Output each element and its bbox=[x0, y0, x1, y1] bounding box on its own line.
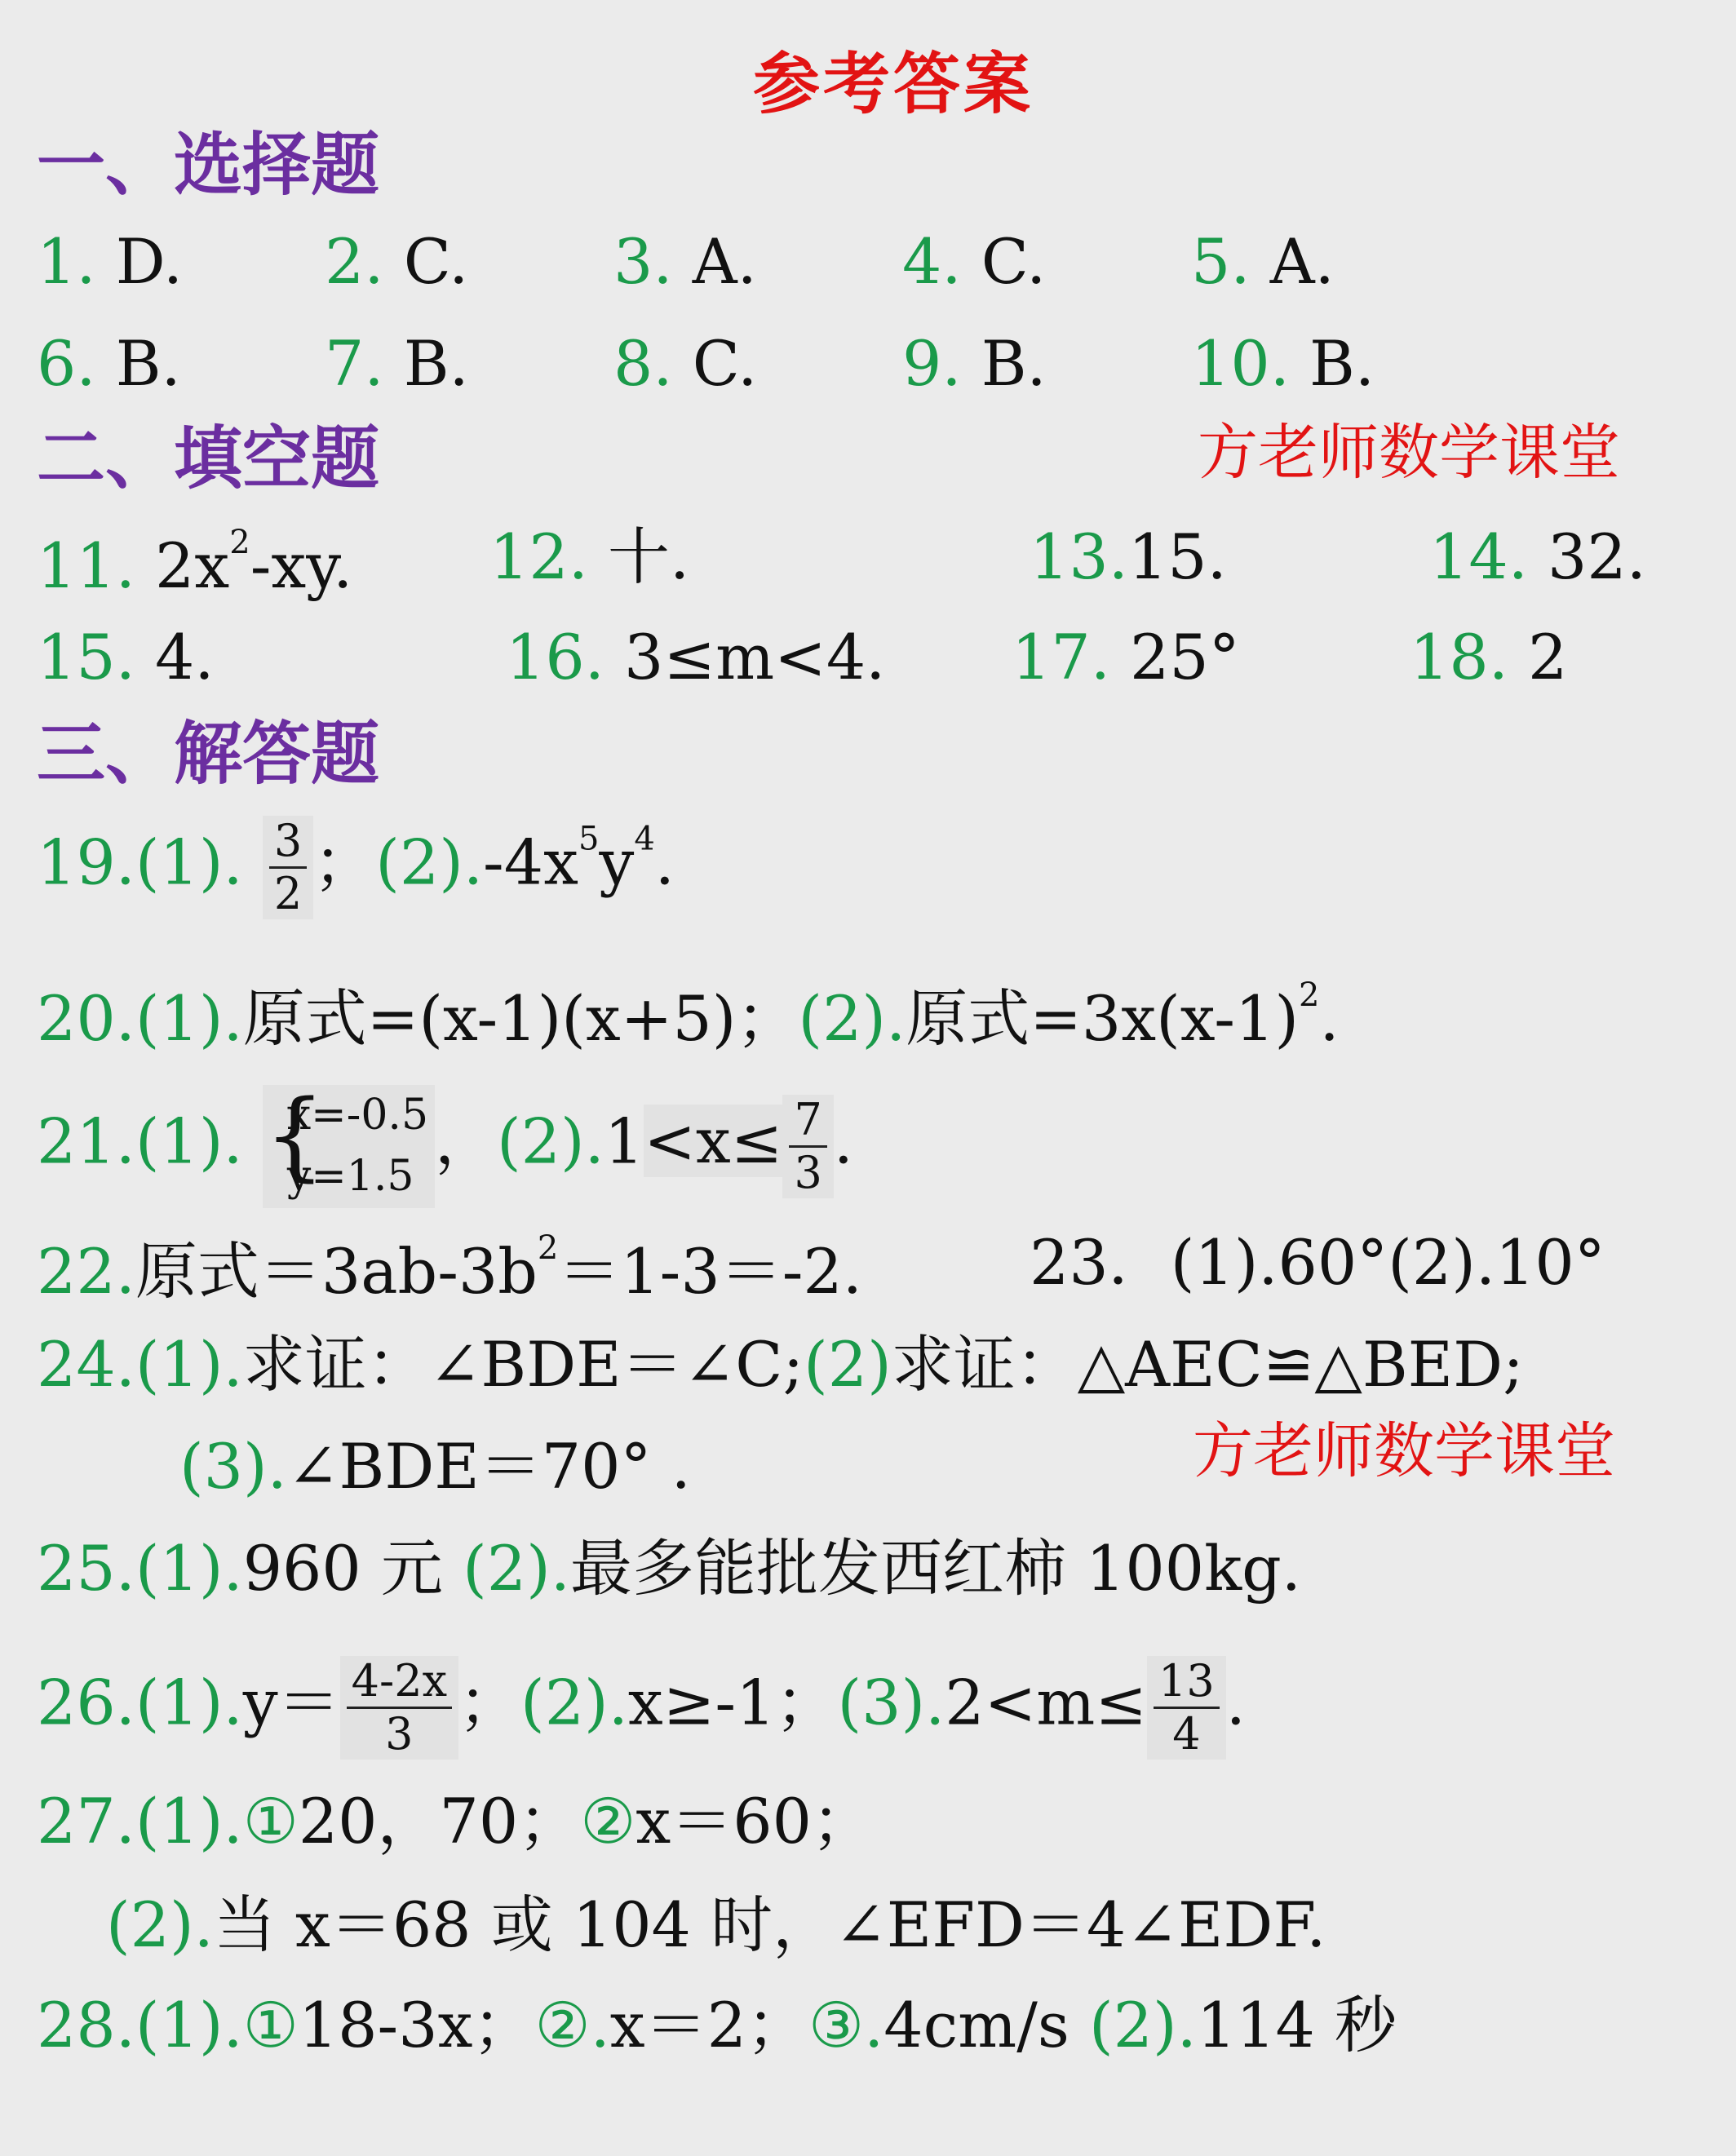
fill-item: 16. 3≤m<4. bbox=[506, 621, 886, 693]
equation-system: { x=-0.5 y=1.5 bbox=[263, 1085, 435, 1208]
watermark-text: 方老师数学课堂 bbox=[1193, 1416, 1615, 1486]
mc-item: 2. C. bbox=[325, 225, 469, 298]
answer-24-part3: (3).∠BDE＝70° . bbox=[179, 1430, 691, 1503]
fill-item: 14. 32. bbox=[1429, 520, 1646, 593]
mc-item: 9. B. bbox=[902, 327, 1047, 400]
section-multiple-choice: 一、选择题 bbox=[37, 124, 380, 205]
fraction: $\frac{13}{4}$ bbox=[1147, 1656, 1226, 1760]
mc-item: 6. B. bbox=[37, 327, 181, 400]
fill-item: 18. 2 bbox=[1410, 621, 1568, 693]
fill-item: 15. 4. bbox=[37, 621, 215, 693]
fill-item: 11. $2x^2-xy$. bbox=[37, 524, 353, 602]
answer-23: 23．(1).60°(2).10° bbox=[1030, 1226, 1605, 1299]
mc-item: 3. A. bbox=[613, 225, 757, 298]
answer-20: 20.(1).原式=(x-1)(x+5)；(2).原式$=3x(x-1)^2$. bbox=[37, 976, 1340, 1055]
fill-item: 17. 25° bbox=[1012, 621, 1240, 693]
fill-item: 12. 十. bbox=[489, 520, 690, 593]
section-solutions: 三、解答题 bbox=[37, 713, 380, 794]
fraction: $\frac{4-2x}{3}$ bbox=[340, 1656, 458, 1760]
mc-item: 1. D. bbox=[37, 225, 184, 298]
answer-22-23: 22.原式$=3ab-3b^2=1-3=-2$. bbox=[37, 1229, 862, 1308]
mc-item: 4. C. bbox=[902, 225, 1047, 298]
answer-28: 28.(1).①18-3x；②.x＝2；③.4cm/s (2).114 秒 bbox=[37, 1989, 1397, 2061]
mc-item: 5. A. bbox=[1191, 225, 1335, 298]
fraction: $\frac{7}{3}$ bbox=[782, 1095, 833, 1198]
answer-27: 27.(1).①20，70；②x＝60； bbox=[37, 1785, 874, 1857]
answer-25: 25.(1).960 元 (2).最多能批发西红柿 100kg. bbox=[37, 1532, 1301, 1605]
watermark-text: 方老师数学课堂 bbox=[1198, 418, 1620, 488]
answer-21: 21.(1). { x=-0.5 y=1.5 ，(2).1<x≤ $\frac{7}{3}$ . bbox=[37, 1085, 853, 1208]
section-fill-in: 二、填空题 bbox=[37, 418, 380, 498]
fill-item: 13.15. bbox=[1030, 520, 1227, 593]
mc-item: 7. B. bbox=[325, 327, 469, 400]
mc-item: 8. C. bbox=[613, 327, 758, 400]
answer-26: 26.(1).y＝ $\frac{4-2x}{3}$ ；(2).x≥-1；(3).2<m≤ $\frac{13}{4}$ . bbox=[37, 1655, 1246, 1760]
answer-24: 24.(1).求证：∠BDE＝∠C;(2)求证：△AEC≌△BED; bbox=[37, 1328, 1524, 1401]
answer-19: 19.(1). $\frac{3}{2}$ ；$(2).-4x^5y^4$. bbox=[37, 815, 675, 920]
fraction: $\frac{3}{2}$ bbox=[263, 816, 313, 919]
answer-27-part2: (2).当 x＝68 或 104 时，∠EFD＝4∠EDF. bbox=[106, 1888, 1326, 1961]
page-title: 参考答案 bbox=[752, 45, 1034, 123]
mc-item: 10. B. bbox=[1191, 327, 1375, 400]
